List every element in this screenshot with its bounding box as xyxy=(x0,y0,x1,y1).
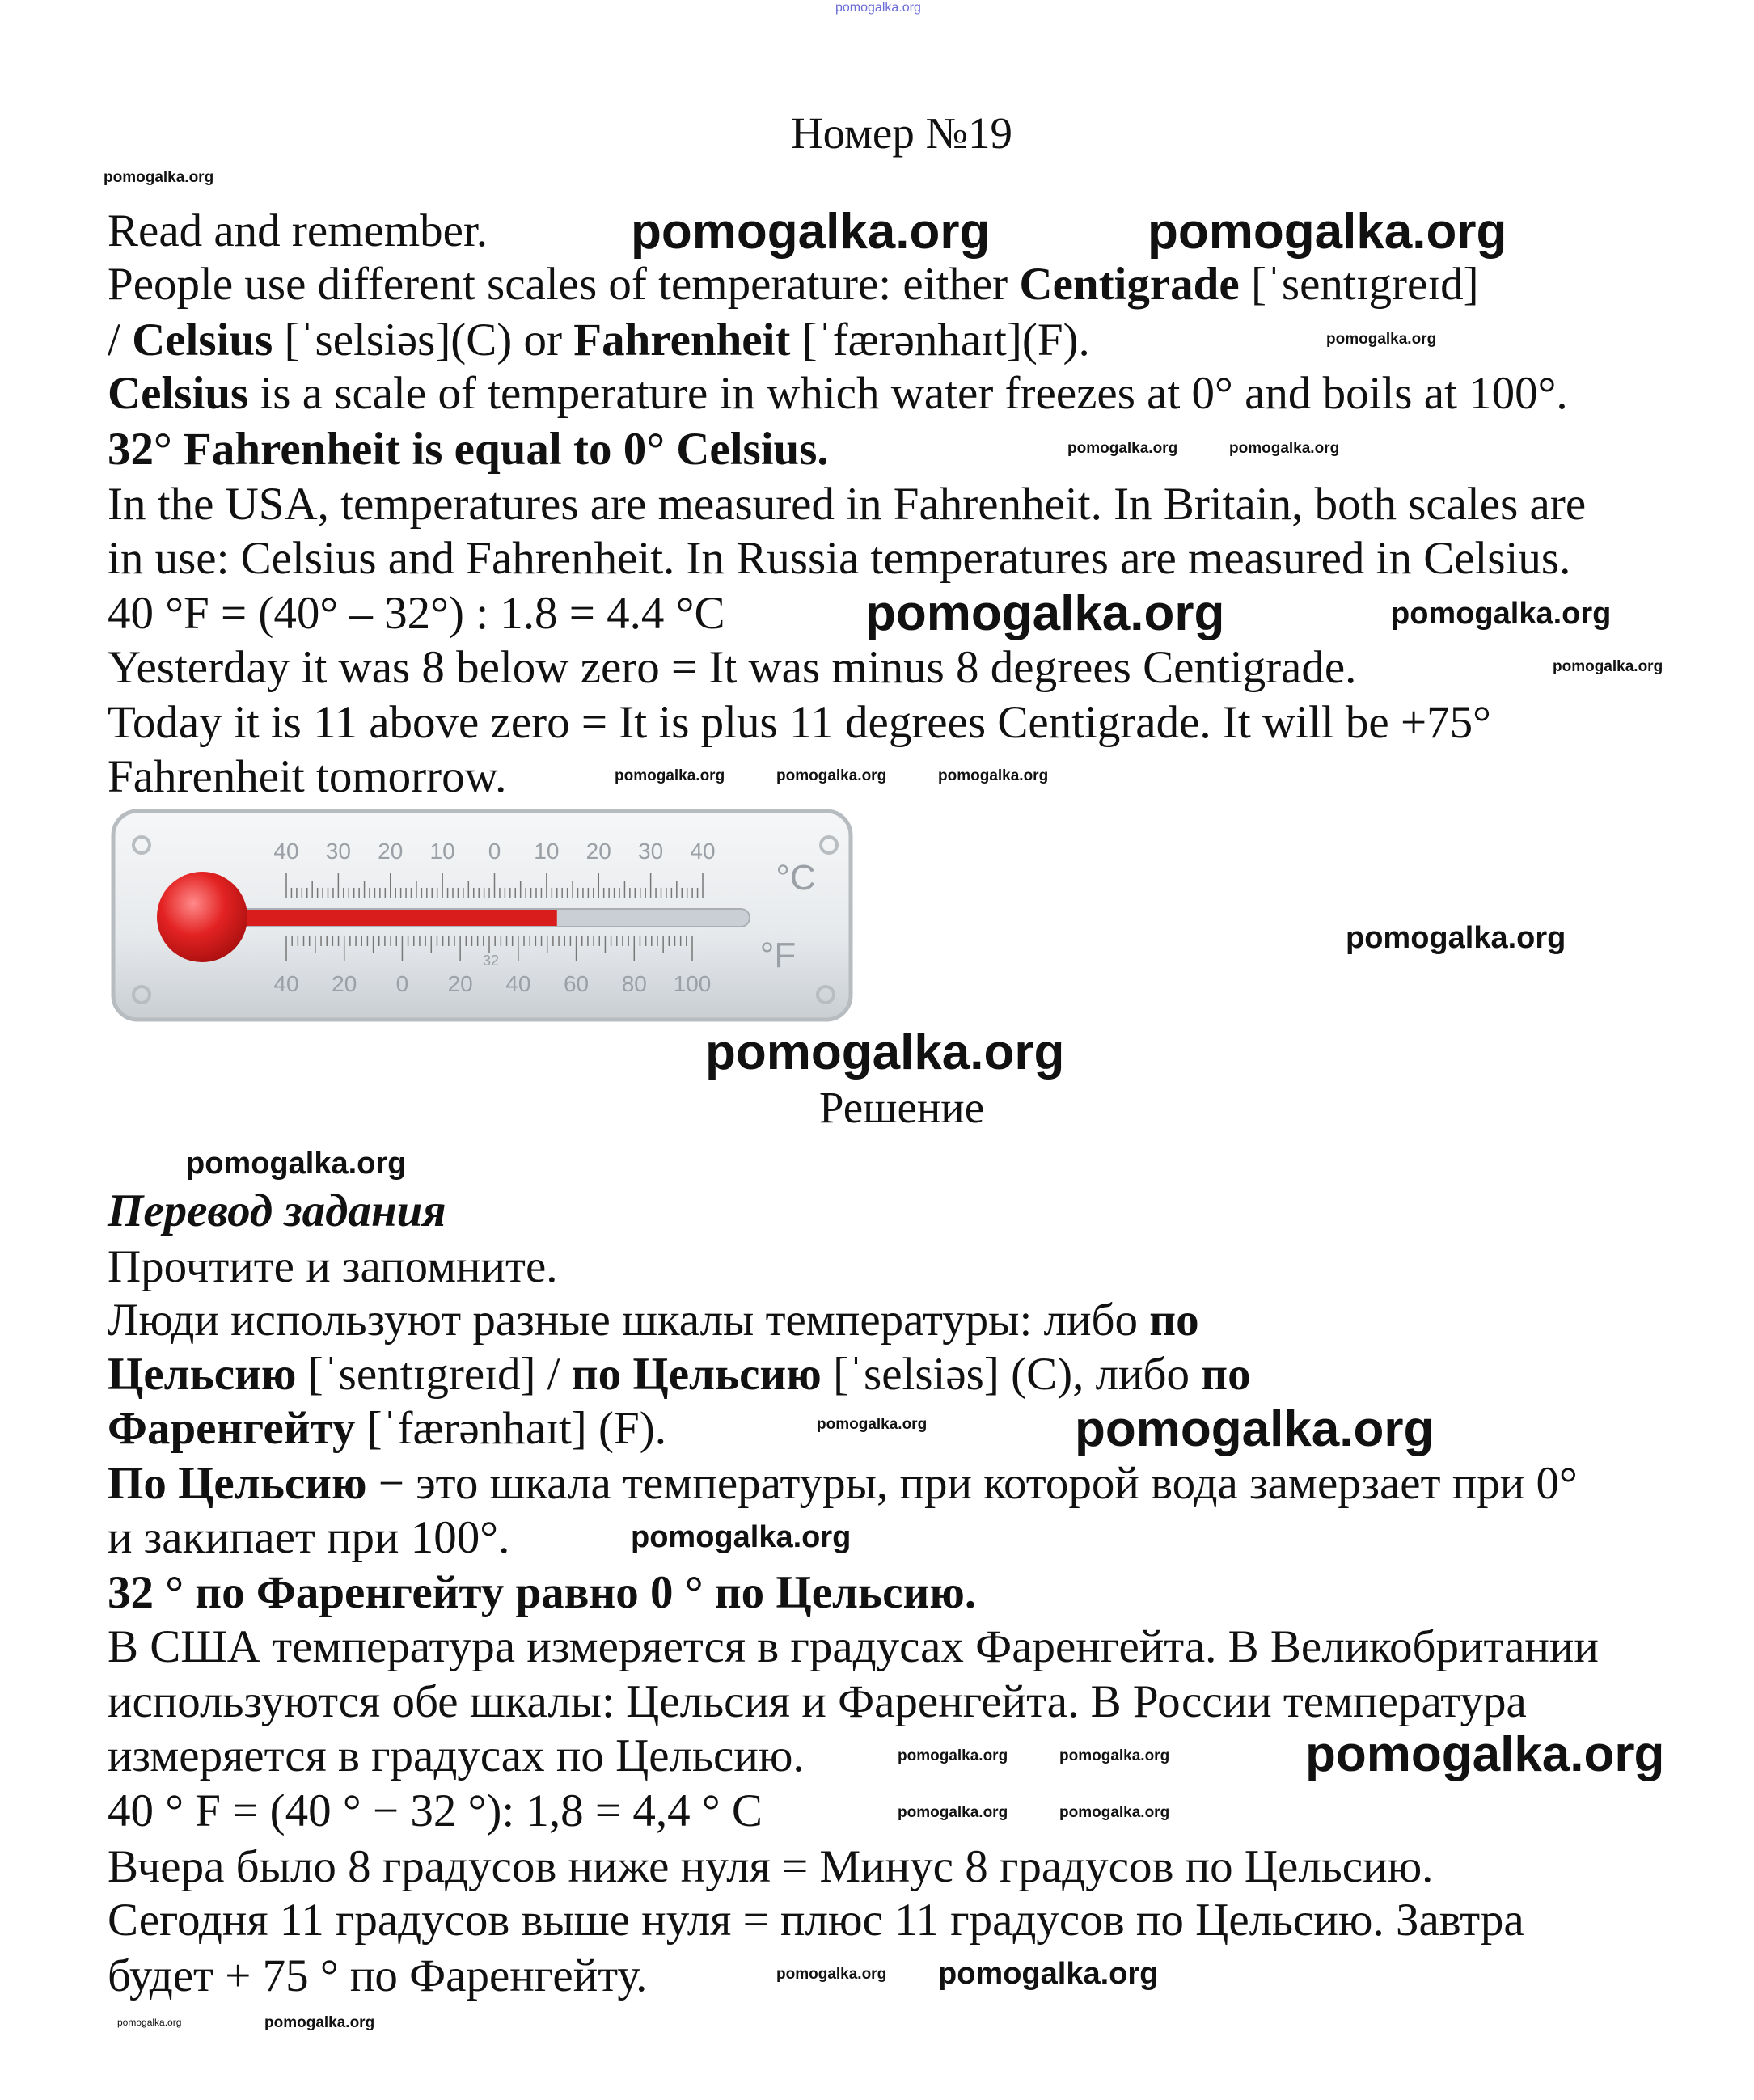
celsius-tick-label: 0 xyxy=(488,839,501,864)
watermark: pomogalka.org xyxy=(817,1416,928,1433)
fahrenheit-tick-label: 60 xyxy=(563,971,590,996)
marker-32: 32 xyxy=(482,953,500,969)
fahrenheit-tick-label: 20 xyxy=(332,971,357,996)
celsius-tick-label: 40 xyxy=(273,839,299,864)
celsius-tick-label: 30 xyxy=(638,839,664,864)
fahrenheit-unit: °F xyxy=(759,936,797,975)
watermark: pomogalka.org xyxy=(938,1957,1159,1991)
bold-term: по xyxy=(1201,1349,1251,1400)
fahrenheit-tick-label: 0 xyxy=(395,971,409,996)
fahrenheit-tick-label: 20 xyxy=(447,971,473,996)
watermark: pomogalka.org xyxy=(631,204,991,260)
bold-term: По Цельсию xyxy=(108,1458,367,1509)
bold-term: Цельсию xyxy=(108,1349,297,1400)
text-line xyxy=(108,369,1568,419)
transcription: [ˈsentɪgreɪd] / xyxy=(296,1349,572,1400)
text-line: 32 ° по Фаренгейту равно 0 ° по Цельсию. xyxy=(108,1567,977,1618)
watermark: pomogalka.org xyxy=(1346,921,1566,955)
watermark: pomogalka.org xyxy=(1075,1401,1435,1457)
page-title: Номер №19 xyxy=(790,108,1013,158)
text-line: In the USA, temperatures are measured in Fahrenheit. In Britain, both scales are xyxy=(108,479,1587,530)
watermark: pomogalka.org xyxy=(117,2017,182,2028)
fahrenheit-tick-label: 40 xyxy=(273,971,299,996)
watermark: pomogalka.org xyxy=(835,1,921,15)
text-line xyxy=(108,1350,1251,1400)
text-line: 40 ° F = (40 ° − 32 °): 1,8 = 4,4 ° C xyxy=(108,1785,763,1836)
celsius-tick-label: 20 xyxy=(585,839,611,864)
bold-term: Centigrade xyxy=(1019,259,1240,310)
watermark: pomogalka.org xyxy=(1147,204,1507,260)
text-line: Fahrenheit tomorrow. xyxy=(108,751,507,802)
transcription: [ˈselsiəs] (C), либо xyxy=(821,1349,1202,1400)
watermark: pomogalka.org xyxy=(615,767,725,784)
solution-title: Решение xyxy=(818,1083,985,1132)
celsius-unit: °C xyxy=(776,858,816,898)
text-line: 40 °F = (40° – 32°) : 1.8 = 4.4 °C xyxy=(108,588,725,639)
watermark: pomogalka.org xyxy=(1067,440,1178,457)
watermark: pomogalka.org xyxy=(898,1804,1008,1821)
bold-term: Celsius xyxy=(108,368,249,419)
text: People use different scales of temperature: either xyxy=(108,259,1020,310)
celsius-tick-label: 10 xyxy=(534,839,560,864)
bold-term: Fahrenheit xyxy=(573,315,791,365)
text: − это шкала температуры, при которой вода замерзает при 0° xyxy=(366,1458,1578,1509)
text: is a scale of temperature in which water freezes at 0° and boils at 100°. xyxy=(248,368,1568,419)
watermark: pomogalka.org xyxy=(776,1966,887,1983)
text-line xyxy=(108,1404,666,1454)
text-line xyxy=(108,260,1479,310)
watermark: pomogalka.org xyxy=(1229,440,1340,457)
watermark: pomogalka.org xyxy=(264,2014,375,2031)
watermark: pomogalka.org xyxy=(1305,1726,1665,1782)
text-line: и закипает при 100°. xyxy=(108,1512,510,1563)
text: Люди используют разные шкалы температуры: либо xyxy=(108,1295,1150,1346)
mercury-column xyxy=(200,910,557,926)
text-line: Yesterday it was 8 below zero = It was minus 8 degrees Centigrade. xyxy=(108,642,1357,693)
text-line xyxy=(108,1459,1578,1509)
watermark: pomogalka.org xyxy=(1326,331,1437,348)
watermark: pomogalka.org xyxy=(705,1025,1065,1080)
text: / xyxy=(108,315,133,365)
thermometer-bulb xyxy=(157,872,247,962)
celsius-tick-label: 20 xyxy=(378,839,404,864)
text: [ˈselsiəs](C) or xyxy=(273,315,574,365)
text-line: Today it is 11 above zero = It is plus 11 degrees Centigrade. It will be +75° xyxy=(108,697,1491,748)
bold-term: Фаренгейту xyxy=(108,1403,356,1454)
text-line: 32° Fahrenheit is equal to 0° Celsius. xyxy=(108,424,829,475)
watermark: pomogalka.org xyxy=(938,767,1049,784)
text-line: Сегодня 11 градусов выше нуля = плюс 11 градусов по Цельсию. Завтра xyxy=(108,1895,1524,1946)
fahrenheit-tick-label: 100 xyxy=(673,971,712,996)
celsius-tick-label: 30 xyxy=(325,839,351,864)
text-line: используются обе шкалы: Цельсия и Фаренгейта. В России температура xyxy=(108,1676,1527,1727)
text-line xyxy=(108,315,1090,365)
watermark: pomogalka.org xyxy=(186,1147,407,1181)
watermark: pomogalka.org xyxy=(1391,597,1612,631)
watermark: pomogalka.org xyxy=(1059,1747,1170,1764)
text-line: Read and remember. xyxy=(108,205,488,256)
thermometer-image xyxy=(111,809,855,1024)
watermark: pomogalka.org xyxy=(104,169,214,186)
celsius-tick-label: 10 xyxy=(429,839,455,864)
text-line: будет + 75 ° по Фаренгейту. xyxy=(108,1950,648,2001)
text-line: Вчера было 8 градусов ниже нуля = Минус 8 градусов по Цельсию. xyxy=(108,1841,1434,1892)
text-line: измеряется в градусах по Цельсию. xyxy=(108,1730,805,1781)
section-heading: Перевод задания xyxy=(108,1185,446,1236)
watermark: pomogalka.org xyxy=(898,1747,1008,1764)
celsius-tick-label: 40 xyxy=(690,839,716,864)
transcription: [ˈfærənhaɪt] (F). xyxy=(355,1403,666,1454)
watermark: pomogalka.org xyxy=(631,1520,852,1554)
watermark: pomogalka.org xyxy=(1059,1804,1170,1821)
fahrenheit-tick-label: 40 xyxy=(505,971,531,996)
watermark: pomogalka.org xyxy=(1553,658,1663,675)
text-line: Прочтите и запомните. xyxy=(108,1241,558,1292)
text: [ˈfærənhaɪt](F). xyxy=(790,315,1090,365)
text-line: В США температура измеряется в градусах Фаренгейта. В Великобритании xyxy=(108,1621,1599,1672)
watermark: pomogalka.org xyxy=(776,767,887,784)
text-line: in use: Celsius and Fahrenheit. In Russia temperatures are measured in Celsius. xyxy=(108,533,1571,584)
transcription: [ˈsentɪgreɪd] xyxy=(1239,259,1479,310)
text-line xyxy=(108,1295,1199,1346)
bold-term: Celsius xyxy=(132,315,273,365)
bold-term: по Цельсию xyxy=(571,1349,822,1400)
watermark: pomogalka.org xyxy=(865,585,1225,641)
fahrenheit-tick-label: 80 xyxy=(621,971,647,996)
bold-term: по xyxy=(1149,1295,1199,1346)
